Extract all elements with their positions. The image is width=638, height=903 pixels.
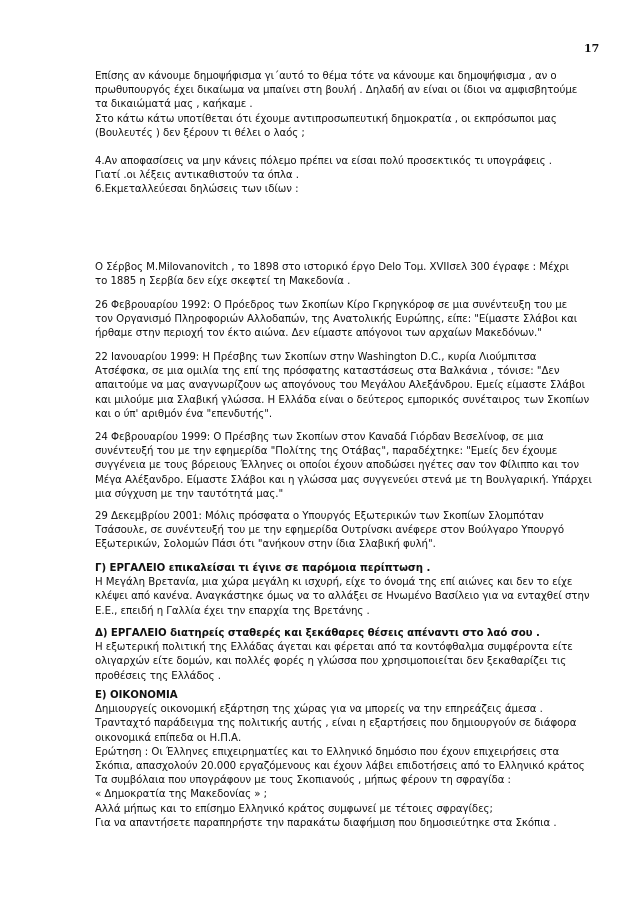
paragraph-1992 xyxy=(95,299,625,342)
text-line: Ερώτηση : Οι Έλληνες επιχειρηματίες και το Ελληνικό δημόσιο που έχουν επιχειρήσεις στα xyxy=(95,746,560,758)
text-line: 6.Εκμεταλλεύεσαι δηλώσεις των ιδίων : xyxy=(95,184,299,196)
text-line: Δημιουργείς οικονομική εξάρτηση της χώρας για να μπορείς να την επηρεάζεις άμεσα . xyxy=(95,704,543,716)
text-line: Αλλά μήπως και το επίσημο Ελληνικό κράτος συμφωνεί με τέτοιες σφραγίδες; xyxy=(95,803,493,815)
paragraph-referendum xyxy=(95,70,625,141)
section-heading: Ε) ΟΙΚΟΝΟΜΙΑ xyxy=(95,690,178,701)
text-line: 24 Φεβρουαρίου 1999: Ο Πρέσβης των Σκοπίων στον Καναδά Γιόρδαν Βεσελίνοφ, σε μια xyxy=(95,432,544,443)
text-line: Στο κάτω κάτω υποτίθεται ότι έχουμε αντιπροσωπευτική δημοκρατία , οι εκπρόσωποι μας xyxy=(95,113,557,125)
text-line: το 1885 η Σερβία δεν είχε σκεφτεί τη Μακεδονία . xyxy=(95,276,351,288)
text-line: Ατσέφσκα, σε μια ομιλία της επί της πρόσφατης καταστάσεως στα Βαλκάνια , τόνισε: "Δεν xyxy=(95,366,560,378)
text-line: Μέγα Αλέξανδρο. Είμαστε Σλάβοι και η γλώσσα μας συγγενεύει στενά με τη Βουλγαρική. Υπάρχει xyxy=(95,474,592,486)
text-line: Για να απαντήσετε παραπηρήστε την παρακάτω διαφήμιση που δημοσιεύτηκε στα Σκόπια . xyxy=(95,817,557,829)
text-line: 29 Δεκεμβρίου 2001: Μόλις πρόσφατα ο Υπουργός Εξωτερικών των Σκοπίων Σλομπόταν xyxy=(95,511,544,522)
text-line: τα δικαιώματά μας , καήκαμε . xyxy=(95,99,253,111)
text-line: κλέψει από κανένα. Αναγκάστηκε όμως να το αλλάξει σε Ηνωμένο Βασίλειο για να ενταχθεί στην xyxy=(95,591,590,603)
section-heading: Δ) ΕΡΓΑΛΕΙΟ διατηρείς σταθερές και ξεκάθαρες θέσεις απέναντι στο λαό σου . xyxy=(95,628,540,639)
text-line: και μιλούμε μια Σλαβική γλώσσα. Η Ελλάδα είναι ο δεύτερος εμπορικός συνέταιρος των Σκοπίων xyxy=(95,394,590,406)
page-number: 17 xyxy=(584,42,600,55)
paragraph-jan-1999 xyxy=(95,351,625,422)
paragraph-tools-list xyxy=(95,155,625,198)
text-line: Τα συμβόλαια που υπογράφουν με τους Σκοπιανούς , μήπως φέρουν τη σφραγίδα : xyxy=(95,775,511,787)
text-line: Η Μεγάλη Βρετανία, μια χώρα μεγάλη κι ισχυρή, είχε το όνομά της επί αιώνες και δεν το είχε xyxy=(95,577,573,589)
text-line: Τσάσουλε, σε συνέντευξή του με την εφημερίδα Ουτρίνσκι ανέφερε στον Βούλγαρο Υπουργό xyxy=(95,525,565,537)
paragraph-milovanovitch xyxy=(95,261,625,289)
text-line: οικονομικά επίπεδα οι Η.Π.Α. xyxy=(95,732,242,744)
text-line: « Δημοκρατία της Μακεδονίας » ; xyxy=(95,789,268,801)
text-line: Γιατί .οι λέξεις αντικαθιστούν τα όπλα . xyxy=(95,170,299,182)
text-line: συνέντευξή του με την εφημερίδα "Πολίτης της Οτάβας", παραδέχτηκε: "Εμείς δεν έχουμε xyxy=(95,446,558,458)
text-line: (Βουλευτές ) δεν ξέρουν τι θέλει ο λαός ; xyxy=(95,127,305,139)
text-line: 4.Αν αποφασίσεις να μην κάνεις πόλεμο πρέπει να είσαι πολύ προσεκτικός τι υπογράφεις . xyxy=(95,156,552,167)
text-line: Σκόπια, απασχολούν 20.000 εργαζόμενους και έχουν λάβει επιδοτήσεις από το Ελληνικό κράτος xyxy=(95,761,585,773)
text-line: 22 Ιανουαρίου 1999: Η Πρέσβης των Σκοπίων στην Washington D.C., κυρία Λιούμπιτσα xyxy=(95,352,537,363)
paragraph-dec-2001 xyxy=(95,510,625,553)
text-line: Ο Σέρβος M.Milovanovitch , το 1898 στο ιστορικό έργο Delo Τομ. XVIIσελ 300 έγραφε : Μέχρι xyxy=(95,262,570,273)
section-d xyxy=(95,627,625,684)
text-line: Επίσης αν κάνουμε δημοψήφισμα γι΄αυτό το θέμα τότε να κάνουμε και δημοψήφισμα , αν ο xyxy=(95,71,557,82)
section-e xyxy=(95,689,625,831)
text-line: Εξωτερικών, Σολομών Πάσι ότι "ανήκουν στην ίδια Σλαβική φυλή". xyxy=(95,539,436,551)
text-line: μια σύγχυση με την ταυτότητά μας." xyxy=(95,488,284,500)
text-line: συγγένεια με τους βόρειους Έλληνες οι οποίοι έχουν αποδώσει ηγέτες σαν τον Φίλιππο και τον xyxy=(95,460,579,472)
text-line: Η εξωτερική πολιτική της Ελλάδας άγεται και φέρεται από τα κοντόφθαλμα συμφέροντα είτε xyxy=(95,642,573,654)
text-line: και ο ύπ' αριθμόν ένα "επενδυτής". xyxy=(95,408,273,420)
text-line: απαιτούμε να μας αναγνωρίζουν ως απογόνους του Μεγάλου Αλεξάνδρου. Εμείς είμαστε Σλάβοι xyxy=(95,380,585,392)
section-g xyxy=(95,562,625,619)
section-heading: Γ) ΕΡΓΑΛΕΙΟ επικαλείσαι τι έγινε σε παρόμοια περίπτωση . xyxy=(95,563,431,574)
text-line: πρωθυπουργός έχει δικαίωμα να μπαίνει στη βουλή . Δηλαδή αν είναι οι ίδιοι να αμφισβητούμε xyxy=(95,85,578,97)
text-line: Τρανταχτό παράδειγμα της πολιτικής αυτής , είναι η εξαρτήσεις που δημιουργούν σε διάφορα xyxy=(95,718,577,730)
paragraph-feb-1999 xyxy=(95,431,625,502)
text-line: Ε.Ε., επειδή η Γαλλία έχει την επαρχία της Βρετάνης . xyxy=(95,605,370,617)
text-line: ολιγαρχών είτε δομών, και πολλές φορές η γλώσσα που χρησιμοποιείται δεν ξεκαθαρίζει τις xyxy=(95,656,567,668)
text-line: ήρθαμε στην περιοχή τον έκτο αιώνα. Δεν είμαστε απόγονοι των αρχαίων Μακεδόνων." xyxy=(95,328,542,340)
text-line: προθέσεις της Ελλάδος . xyxy=(95,670,221,682)
text-line: τον Οργανισμό Πληροφοριών Αλλοδαπών, της Ανατολικής Ευρώπης, είπε: "Είμαστε Σλάβοι και xyxy=(95,314,578,326)
text-line: 26 Φεβρουαρίου 1992: Ο Πρόεδρος των Σκοπίων Κίρο Γκρηγκόροφ σε μια συνέντευξη του με xyxy=(95,300,568,311)
